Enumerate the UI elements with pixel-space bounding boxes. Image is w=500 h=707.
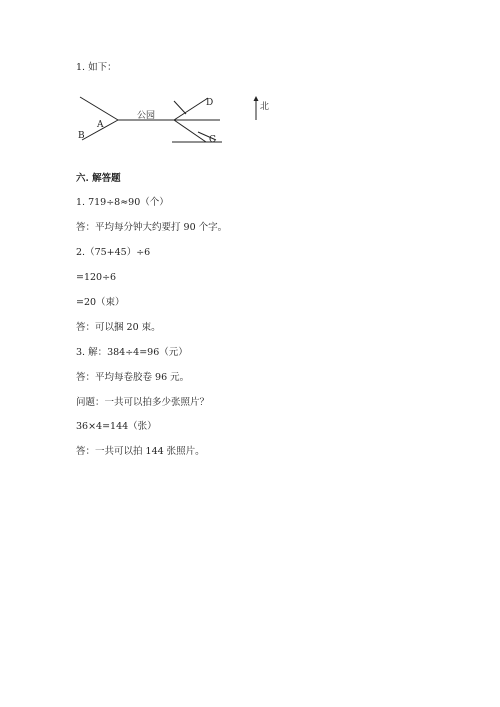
- answer-line-9: 问题：一共可以拍多少张照片？: [76, 397, 210, 408]
- road-a-upper: [80, 97, 118, 120]
- road-d-stem: [174, 98, 208, 120]
- answer-line-1: 1. 719÷8≈90（个）: [76, 197, 169, 208]
- label-d: D: [206, 98, 214, 108]
- label-park: 公园: [137, 111, 156, 121]
- answer-line-2: 答：平均每分钟大约要打 90 个字。: [76, 222, 228, 233]
- north-arrow-head: [254, 96, 259, 101]
- road-c-diag: [174, 120, 206, 142]
- answer-line-10: 36×4=144（张）: [76, 421, 157, 432]
- label-b: B: [78, 131, 85, 141]
- answer-line-8: 答：平均每卷胶卷 96 元。: [76, 372, 190, 383]
- answer-line-6: 答：可以捆 20 束。: [76, 322, 161, 333]
- answer-line-5: =20（束）: [76, 297, 125, 308]
- answer-line-11: 答：一共可以拍 144 张照片。: [76, 446, 205, 457]
- route-diagram: [74, 92, 284, 147]
- answer-line-3: 2.（75+45）÷6: [76, 247, 151, 258]
- north-label: 北: [260, 102, 270, 112]
- label-a: A: [97, 120, 104, 130]
- answer-line-4: =120÷6: [76, 272, 117, 283]
- road-d-upper: [174, 101, 186, 114]
- answer-line-7: 3. 解：384÷4=96（元）: [76, 347, 188, 358]
- label-c: C: [209, 135, 216, 145]
- intro-text: 1. 如下：: [76, 62, 117, 73]
- section-title: 六. 解答题: [76, 173, 121, 184]
